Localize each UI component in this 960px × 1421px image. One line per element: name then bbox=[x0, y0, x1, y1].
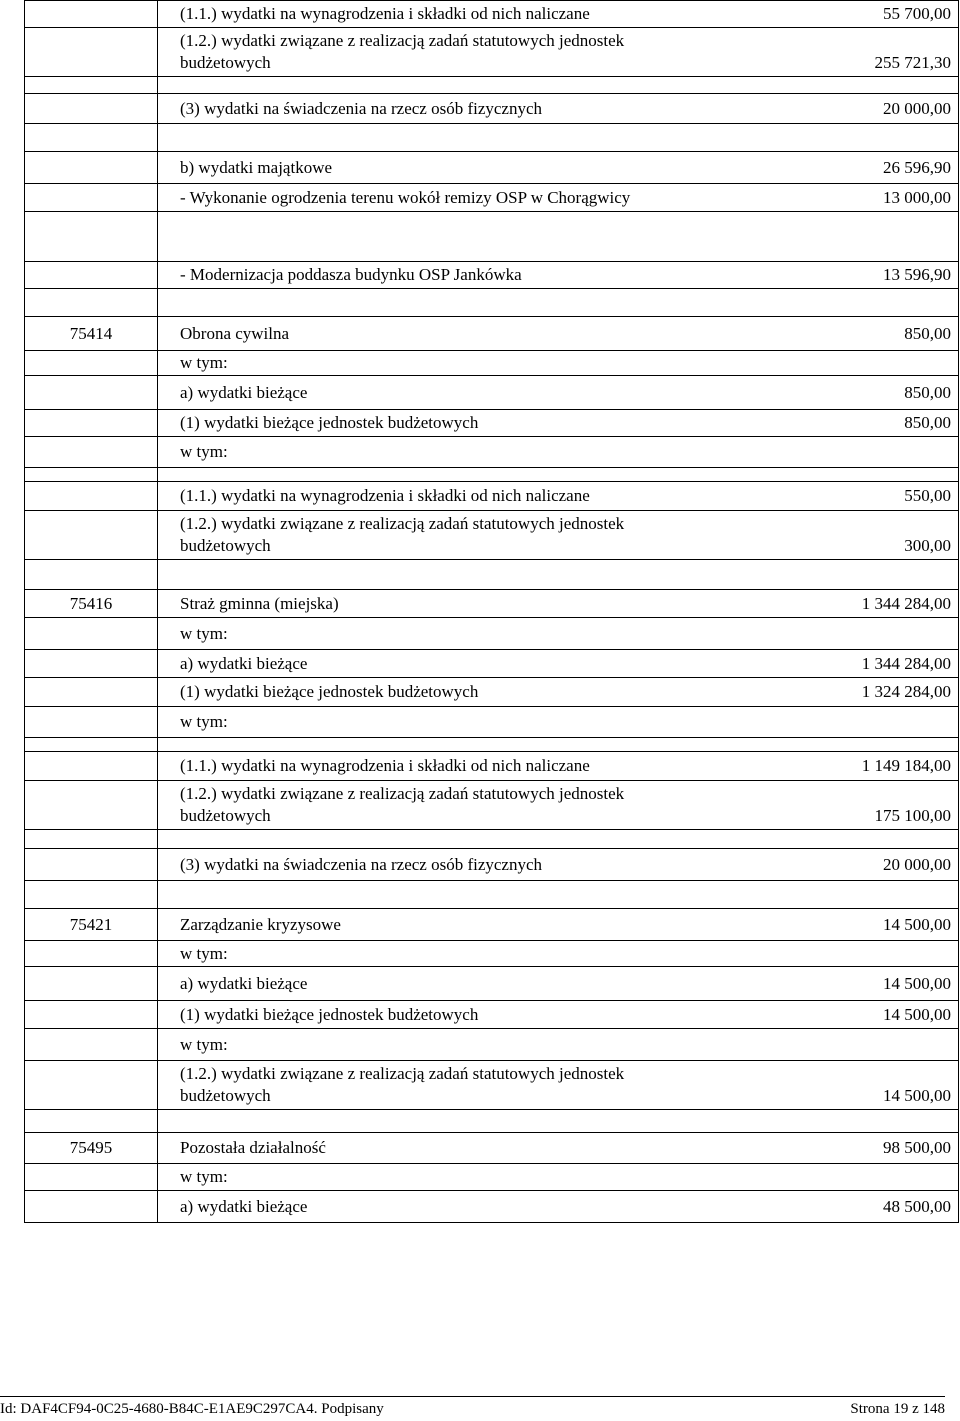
description-cell bbox=[158, 289, 959, 317]
expense-description: (1) wydatki bieżące jednostek budżetowych bbox=[180, 413, 479, 432]
description-cell bbox=[158, 781, 959, 830]
table-row bbox=[25, 124, 959, 152]
table-row bbox=[25, 376, 959, 410]
table-row bbox=[25, 881, 959, 909]
expense-description: w tym: bbox=[180, 1167, 228, 1186]
table-row bbox=[25, 560, 959, 590]
row-content bbox=[180, 623, 951, 645]
row-content bbox=[180, 157, 951, 179]
table-row bbox=[25, 618, 959, 650]
description-cell bbox=[158, 590, 959, 618]
expense-description: - Modernizacja poddasza budynku OSP Jankówka bbox=[180, 265, 522, 284]
table-row bbox=[25, 678, 959, 707]
row-content bbox=[180, 653, 951, 675]
row-content bbox=[180, 1137, 951, 1159]
description-cell bbox=[158, 678, 959, 707]
expense-description: (1) wydatki bieżące jednostek budżetowych bbox=[180, 682, 479, 701]
section-code-cell bbox=[25, 437, 158, 468]
description-cell bbox=[158, 482, 959, 511]
description-cell bbox=[158, 707, 959, 738]
expense-amount: 300,00 bbox=[904, 536, 951, 555]
description-cell bbox=[158, 830, 959, 849]
section-code-cell bbox=[25, 152, 158, 184]
row-content bbox=[180, 943, 951, 965]
section-code-cell bbox=[25, 707, 158, 738]
row-content bbox=[180, 1004, 951, 1026]
section-code-cell bbox=[25, 1164, 158, 1191]
table-row bbox=[25, 184, 959, 212]
expense-amount: 55 700,00 bbox=[883, 4, 951, 23]
section-code-cell bbox=[25, 262, 158, 289]
table-row bbox=[25, 1061, 959, 1110]
description-cell bbox=[158, 909, 959, 941]
expense-description: (1.2.) wydatki związane z realizacją zadań statutowych jednostek budżetowych bbox=[180, 514, 625, 555]
section-code-cell bbox=[25, 77, 158, 94]
description-cell bbox=[158, 650, 959, 678]
section-code-cell: 75414 bbox=[25, 317, 158, 351]
table-row bbox=[25, 1133, 959, 1164]
description-cell bbox=[158, 212, 959, 262]
section-code-cell bbox=[25, 752, 158, 781]
section-code-cell bbox=[25, 468, 158, 482]
expense-description: (3) wydatki na świadczenia na rzecz osób fizycznych bbox=[180, 854, 543, 874]
table-row bbox=[25, 738, 959, 752]
section-code-cell bbox=[25, 1110, 158, 1133]
expense-description: w tym: bbox=[180, 943, 228, 963]
row-content bbox=[180, 412, 951, 434]
section-code-cell bbox=[25, 511, 158, 560]
table-row bbox=[25, 1029, 959, 1061]
expense-amount: 14 500,00 bbox=[883, 1086, 951, 1105]
table-row bbox=[25, 468, 959, 482]
expense-description: (1.1.) wydatki na wynagrodzenia i składki od nich naliczane bbox=[180, 756, 590, 775]
row-content bbox=[180, 3, 951, 25]
table-row bbox=[25, 590, 959, 618]
description-cell bbox=[158, 94, 959, 124]
section-code-cell bbox=[25, 482, 158, 511]
table-row bbox=[25, 849, 959, 881]
expense-description: a) wydatki bieżące bbox=[180, 1196, 308, 1216]
table-row bbox=[25, 1, 959, 28]
table-row bbox=[25, 830, 959, 849]
table-row bbox=[25, 28, 959, 77]
table-row bbox=[25, 1191, 959, 1223]
table-row bbox=[25, 212, 959, 262]
description-cell bbox=[158, 351, 959, 376]
expense-amount: 1 324 284,00 bbox=[861, 682, 951, 701]
description-cell bbox=[158, 1191, 959, 1223]
table-row bbox=[25, 909, 959, 941]
section-code-cell bbox=[25, 1191, 158, 1223]
expense-description: w tym: bbox=[180, 712, 228, 731]
section-code-cell bbox=[25, 967, 158, 1001]
table-row bbox=[25, 289, 959, 317]
expense-description: - Wykonanie ogrodzenia terenu wokół remizy OSP w Chorągwicy bbox=[180, 187, 631, 207]
description-cell bbox=[158, 967, 959, 1001]
expense-description: w tym: bbox=[180, 353, 228, 372]
page-footer bbox=[0, 1396, 945, 1421]
expense-description: a) wydatki bieżące bbox=[180, 973, 308, 993]
expense-description: w tym: bbox=[180, 1034, 228, 1054]
description-cell bbox=[158, 1061, 959, 1110]
row-content bbox=[180, 187, 951, 209]
description-cell bbox=[158, 77, 959, 94]
table-row bbox=[25, 482, 959, 511]
row-content bbox=[180, 98, 951, 120]
description-cell bbox=[158, 317, 959, 351]
section-code-cell bbox=[25, 124, 158, 152]
expense-description: a) wydatki bieżące bbox=[180, 653, 308, 673]
description-cell bbox=[158, 124, 959, 152]
section-code-cell bbox=[25, 678, 158, 707]
expense-amount: 48 500,00 bbox=[883, 1196, 951, 1216]
row-content bbox=[180, 854, 951, 876]
expense-amount: 13 000,00 bbox=[883, 187, 951, 207]
expense-amount: 175 100,00 bbox=[874, 806, 951, 825]
row-content bbox=[180, 755, 951, 777]
description-cell bbox=[158, 511, 959, 560]
section-code-cell bbox=[25, 618, 158, 650]
section-code-cell bbox=[25, 28, 158, 77]
row-content bbox=[180, 382, 951, 404]
document-id: Id: DAF4CF94-0C25-4680-B84C-E1AE9C297CA4. Podpisany bbox=[0, 1400, 384, 1417]
row-content bbox=[180, 1034, 951, 1056]
row-content bbox=[180, 264, 951, 286]
row-content bbox=[180, 973, 951, 995]
row-content bbox=[180, 323, 951, 345]
expense-description: (1.2.) wydatki związane z realizacją zadań statutowych jednostek budżetowych bbox=[180, 1064, 625, 1105]
table-row bbox=[25, 152, 959, 184]
section-code-cell bbox=[25, 351, 158, 376]
section-code-cell: 75421 bbox=[25, 909, 158, 941]
table-row bbox=[25, 94, 959, 124]
row-content bbox=[180, 914, 951, 936]
section-code-cell bbox=[25, 1029, 158, 1061]
description-cell bbox=[158, 1164, 959, 1191]
expense-amount: 20 000,00 bbox=[883, 854, 951, 874]
section-code-cell bbox=[25, 849, 158, 881]
expense-amount: 550,00 bbox=[904, 486, 951, 505]
description-cell bbox=[158, 1029, 959, 1061]
expense-description: Obrona cywilna bbox=[180, 323, 290, 343]
expense-description: Pozostała działalność bbox=[180, 1138, 326, 1157]
section-code-cell bbox=[25, 410, 158, 437]
row-content bbox=[180, 485, 951, 507]
row-content bbox=[180, 681, 951, 703]
expense-description: w tym: bbox=[180, 623, 228, 643]
description-cell bbox=[158, 184, 959, 212]
section-code-cell bbox=[25, 376, 158, 410]
section-code-cell bbox=[25, 560, 158, 590]
expense-amount: 20 000,00 bbox=[883, 98, 951, 118]
row-content bbox=[180, 1166, 951, 1188]
description-cell bbox=[158, 28, 959, 77]
description-cell bbox=[158, 152, 959, 184]
table-row bbox=[25, 967, 959, 1001]
budget-table bbox=[24, 0, 959, 1223]
expense-amount: 850,00 bbox=[904, 323, 951, 343]
section-code-cell bbox=[25, 289, 158, 317]
expense-description: w tym: bbox=[180, 442, 228, 461]
table-row bbox=[25, 707, 959, 738]
table-row bbox=[25, 941, 959, 967]
section-code-cell bbox=[25, 184, 158, 212]
expense-amount: 850,00 bbox=[904, 413, 951, 432]
description-cell bbox=[158, 618, 959, 650]
description-cell bbox=[158, 1133, 959, 1164]
expense-amount: 13 596,90 bbox=[883, 265, 951, 284]
expense-description: Zarządzanie kryzysowe bbox=[180, 914, 341, 934]
row-content bbox=[180, 441, 951, 463]
section-code-cell bbox=[25, 1, 158, 28]
table-row bbox=[25, 317, 959, 351]
table-row bbox=[25, 781, 959, 830]
section-code-cell bbox=[25, 650, 158, 678]
description-cell bbox=[158, 1001, 959, 1029]
section-code-cell bbox=[25, 941, 158, 967]
expense-description: (3) wydatki na świadczenia na rzecz osób fizycznych bbox=[180, 98, 543, 118]
table-row bbox=[25, 437, 959, 468]
section-code-cell bbox=[25, 94, 158, 124]
expense-description: b) wydatki majątkowe bbox=[180, 157, 333, 177]
description-cell bbox=[158, 941, 959, 967]
expense-description: (1.2.) wydatki związane z realizacją zadań statutowych jednostek budżetowych bbox=[180, 784, 625, 825]
row-content bbox=[180, 593, 951, 615]
description-cell bbox=[158, 560, 959, 590]
expense-description: (1.1.) wydatki na wynagrodzenia i składki od nich naliczane bbox=[180, 486, 590, 505]
expense-amount: 255 721,30 bbox=[874, 53, 951, 72]
description-cell bbox=[158, 738, 959, 752]
table-body bbox=[25, 1, 959, 1223]
description-cell bbox=[158, 376, 959, 410]
section-code-cell bbox=[25, 781, 158, 830]
description-cell bbox=[158, 262, 959, 289]
description-cell bbox=[158, 437, 959, 468]
table-row bbox=[25, 1001, 959, 1029]
expense-description: (1.2.) wydatki związane z realizacją zadań statutowych jednostek budżetowych bbox=[180, 31, 625, 72]
expense-amount: 98 500,00 bbox=[883, 1138, 951, 1157]
expense-description: Straż gminna (miejska) bbox=[180, 593, 339, 613]
row-content bbox=[180, 513, 951, 557]
table-row bbox=[25, 650, 959, 678]
section-code-cell bbox=[25, 738, 158, 752]
table-row bbox=[25, 1110, 959, 1133]
page-number: Strona 19 z 148 bbox=[850, 1400, 945, 1417]
table-row bbox=[25, 511, 959, 560]
description-cell bbox=[158, 1110, 959, 1133]
expense-description: (1.1.) wydatki na wynagrodzenia i składki od nich naliczane bbox=[180, 4, 590, 23]
table-row bbox=[25, 77, 959, 94]
expense-description: a) wydatki bieżące bbox=[180, 382, 308, 402]
section-code-cell bbox=[25, 212, 158, 262]
expense-amount: 850,00 bbox=[904, 382, 951, 402]
row-content bbox=[180, 30, 951, 74]
expense-amount: 1 149 184,00 bbox=[861, 756, 951, 775]
section-code-cell: 75416 bbox=[25, 590, 158, 618]
row-content bbox=[180, 352, 951, 374]
table-row bbox=[25, 752, 959, 781]
section-code-cell bbox=[25, 1001, 158, 1029]
description-cell bbox=[158, 1, 959, 28]
expense-amount: 1 344 284,00 bbox=[861, 653, 951, 673]
row-content bbox=[180, 711, 951, 733]
table-row bbox=[25, 410, 959, 437]
expense-amount: 14 500,00 bbox=[883, 914, 951, 934]
table-row bbox=[25, 1164, 959, 1191]
description-cell bbox=[158, 468, 959, 482]
description-cell bbox=[158, 752, 959, 781]
section-code-cell bbox=[25, 881, 158, 909]
expense-description: (1) wydatki bieżące jednostek budżetowych bbox=[180, 1004, 479, 1024]
expense-amount: 14 500,00 bbox=[883, 1004, 951, 1024]
row-content bbox=[180, 1063, 951, 1107]
description-cell bbox=[158, 849, 959, 881]
description-cell bbox=[158, 881, 959, 909]
row-content bbox=[180, 783, 951, 827]
row-content bbox=[180, 1196, 951, 1218]
description-cell bbox=[158, 410, 959, 437]
section-code-cell: 75495 bbox=[25, 1133, 158, 1164]
section-code-cell bbox=[25, 1061, 158, 1110]
expense-amount: 14 500,00 bbox=[883, 973, 951, 993]
expense-amount: 26 596,90 bbox=[883, 157, 951, 177]
table-row bbox=[25, 262, 959, 289]
expense-amount: 1 344 284,00 bbox=[861, 593, 951, 613]
section-code-cell bbox=[25, 830, 158, 849]
table-row bbox=[25, 351, 959, 376]
